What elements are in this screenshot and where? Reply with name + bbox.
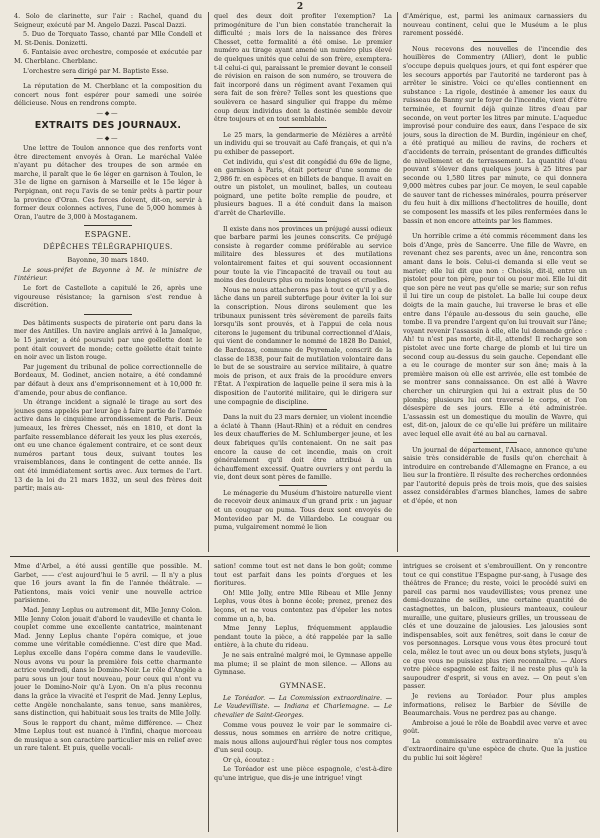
gymnase-programme: Le Toréador. — La Commission extraordinaire. — Le Vaudevilliste. — Indiana et Charlemagne. — Le chevalier de Saint-Georges. (214, 693, 392, 719)
column-rule-2 (397, 12, 398, 552)
article-individu: Cet individu, qui s'est dit congédié du 69e de ligne, en garnison à Paris, était porteur d'une somme de 2,986 fr. en espèces et en billets de banque. Il avait en outre un pistolet, un moulinet, balles, un couteau poignard, une petite boîte remplie de poudre, et plusieurs bagues. Il a été conduit dans la maison d'arrêt de Charleville. (214, 157, 392, 218)
article-incendie-thann: Dans la nuit du 23 mars dernier, un violent incendie a éclaté à Thann (Haut-Rhin) et a réduit en cendres les deux chaufferies de M. Schlumberger jeune, et les deux fabriques qu'ils contenaient. On ne sait pas encore la cause de cet incendie, mais on croit généralement qu'il doit être attribué à un échauffement excessif. Quatre ouvriers y ont perdu la vie, dont deux sont pères de famille. (214, 413, 392, 482)
divider (279, 409, 327, 410)
heading-gymnase: GYMNASE. (279, 680, 327, 690)
article-commentry: Nous recevons des nouvelles de l'incendie des houillères de Commentry (Allier), dont le public s'occupe depuis quelques jours, et qui font espérer que les secours apportés par l'autorité ne tarderont pas à arrêter le sinistre. Voici ce qu'elles contiennent en substance : La rigole, destinée à amener les eaux du ruisseau de Banny sur le foyer de l'incendie, vient d'être terminée, et fournit déjà quinze litres d'eau par seconde, on veut porter les litres par minute. L'aqueduc improvisé pour conduire des eaux, dans l'espace de six jours, sous la direction de M. Burdin, ingénieur en chef, a été pratiqué au milieu de ravins, de rochers et d'accidents de terrain, présentant de grandes difficultés de nivellement et de terrassement. La quantité d'eau pouvant s'élever dans quelques jours à 25 litres par seconde ou 1,580 litres par minute, ce qui donnera 9,000 mètres cubes par jour. Ce moyen, le seul capable de sauver tant de richesses minérales, pourra préserver du feu huit à dix millions d'hectolitres de houille, dont se composent les massifs et les piles renfermées dans le bassin et non encore atteints par les flammes. (403, 44, 587, 225)
divider (74, 78, 142, 79)
column-rule-4 (397, 560, 398, 832)
feuilleton-p10: Le Toréador est une pièce espagnole, c'est-à-dire qu'une intrigue, que dis-je une intrigue! vingt (214, 765, 392, 783)
heading-extraits: EXTRAITS DES JOURNAUX. (34, 119, 182, 131)
article-mezieres: Le 25 mars, la gendarmerie de Mézières a arrêté un individu qui se trouvait au Café français, et qui n'a pu exhiber de passeport. (214, 130, 392, 156)
article-menagerie: Le ménagerie du Muséum d'histoire naturelle vient de recevoir deux animaux d'un grand prix : un jaguar et un couguar ou puma. Tous deux sont envoyés de Montevideo par M. de Villardebo. Le couguar ou puma, vulgairement nommé le lion (214, 488, 392, 532)
article-toulon: Une lettre de Toulon annonce que des renforts vont être directement envoyés à Oran. Le maréchal Valée n'ayant pu détacher des troupes de son armée en marche, il paraît que le 6e léger en garnison à Toulon, le 31e de ligne en garnison à Marseille et le 15e léger à Perpignan, ont reçu l'avis de se tenir prêts à partir pour la province d'Oran. Ces forces doivent, dit-on, servir à former deux colonnes actives, l'une de 5,000 hommes à Oran, l'autre de 3,000 à Mostaganem. (14, 143, 202, 221)
article-antilles: Des bâtiments suspects de piraterie ont paru dans la mer des Antilles. Un navire anglais arrivé à la Jamaïque, le 15 janvier, a été poursuivi par une goëlette dont le pont était couvert de monde; cette goëlette était teinte en noir avec un liston rouge. (14, 318, 202, 362)
feuilleton-p12: Je reviens au Toréador. Pour plus amples informations, relisez le Barbier de Séville de Beaumarchais. Vous ne perdrez pas au change. (403, 691, 587, 718)
feuilleton-p3: Sous le rapport du chant, même différence. — Chez Mme Leplus tout est nuancé à l'infini, chaque morceau de musique a son caractère particulier mis en relief avec un rare talent. Et puis, quelle vocali- (14, 718, 202, 753)
column-right (403, 12, 587, 554)
article-castellote: Le fort de Castellote a capitulé le 26, après une vigoureuse résistance; la garnison s'est rendue à discrétion. (14, 284, 202, 310)
column-middle (214, 12, 392, 554)
column-left (14, 12, 202, 554)
section-divider (10, 556, 590, 557)
divider (84, 225, 132, 226)
column-rule-1 (208, 12, 209, 552)
article-jumeaux-cont: quel des deux doit profiter l'exemption? La primogéniture de l'un bien constatée trancherait la difficulté ; mais lors de la naissance des frères Chesset, cette formalité a été omise. Le premier numéro au tirage ayant amené un numéro plus élevé de quelques unités que celui de son frère, exemptera-t-il celui-ci qui, paraissant le premier devant le conseil de révision en raison de son numéro, se trouvera de fait incorporé dans un régiment avant l'examen qui sera fait de son frère? Telles sont les questions que soulèvera ce hasard singulier qui frappe du même coup deux individus dont la destinée semble devoir être toujours et en tout semblable. (214, 12, 392, 124)
divider (279, 485, 327, 486)
ornament-divider: ―◆― (96, 134, 120, 142)
concert-item-5: 5. Duo de Torquato Tasso, chanté par Mlle Condell et M. St-Denis. Donizetti. (14, 30, 202, 47)
concert-conductor: L'orchestre sera dirigé par M. Baptiste Esse. (23, 66, 169, 75)
feuilleton-p11: intrigues se croisent et s'embrouillent. On y rencontre tout ce qui constitue l'Espagne pur-sang, à l'usage des théâtres de France; du reste, voici le procédé suivi en pareil cas parmi nos vaudevillistes; vous prenez une demi-douzaine de seilles, une certaine quantité de castagnettes, un balcon, plusieurs manteaux, couleur muraille, une guitare, plusieurs grilles, un trousseau de clés et une douzaine de jalousies. Les jalousies sont indispensables, soit aux fenêtres, soit dans le cœur de vos personnages. Lorsque vous vous êtes procuré tout cela, mêlez le tout avec un ou deux bons stylets, jusqu'à ce que vous ne puissiez plus rien reconnaître. — Alors votre pièce espagnole est faite; il ne reste plus qu'à la saupoudrer d'esprit, si vous en avez. — On peut s'en passer. (403, 562, 587, 691)
page-number: 2 (296, 2, 304, 12)
feuilleton-p6: Mme Jenny Leplus, fréquemment applaudie pendant toute la pièce, a été rappelée par la salle entière, à la chute du rideau. (214, 624, 392, 650)
feuilleton-p8: Comme vous pouvez le voir par le sommaire ci-dessus, nous sommes en arrière de notre critique, mais nous allons aujourd'hui régler tous nos comptes d'un seul coup. (214, 720, 392, 755)
article-crime: Un horrible crime a été commis récemment dans les bois d'Ange, près de Sancerre. Une fille de Wavre, en revenant chez ses parents, avec un âne, rencontra son amant dans le bois. Celui-ci demanda si elle veut se marier; elle lui dit que non : Choisis, dit-il, entre un pistolet pour ton père, pour toi ou pour moi. Elle lui dit que son père ne veut pas qu'elle se marie; sur son refus il lui tire un coup de pistolet. La balle lui coupe deux doigts de la main gauche, lui traverse le bras et elle entre dans l'épaule au-dessous du sein gauche, elle tombe. Il va prendre l'argent qu'on lui trouvait sur l'âne; voyant revenir l'assassin à elle, elle lui demande grâce : Ah! tu n'est pas morte, dit-il, attends! Il recharge son pistolet avec une forte charge de plomb et lui tire un second coup au-dessus du sein gauche. Cependant elle a eu le courage de monter sur son âne; mais à la première maison où elle est arrivée, elle est tombée de se montrer sans connaissance. On est allé à Wavre chercher un chirurgien qui lui a extrait plus de 50 plombs; plusieurs lui ont traversé le corps, et l'on désespère de ses jours. Elle a été administrée. L'assassin est un domestique du moulin de Wavre, qui est, dit-on, jaloux de ce qu'elle lui préfère un militaire avec lequel elle avait été au bal au carnaval. (403, 232, 587, 438)
feuilleton-left (14, 562, 202, 834)
feuilleton-p4: sation! comme tout est net dans le bon goût; comme tout est parfait dans les points d'orgues et les fioritures. (214, 562, 392, 588)
divider (473, 442, 517, 443)
article-prejuge: Il existe dans nos provinces un préjugé aussi odieux que barbare parmi les jeunes conscrits. Ce préjugé consiste à regarder comme préférable au service militaire des blessures et des mutilations volontairement faites et qui souvent occasionnent pour toute la vie l'incapacité de travail ou tout au moins des douleurs plus ou moins longues et cruelles. (214, 224, 392, 285)
feuilleton-p7: Je ne sais entraîné malgré moi, le Gymnase appelle ma plume; il se plaint de mon silence. — Allons au Gymnase. (214, 650, 392, 677)
article-jumeaux: Un étrange incident a signalé le tirage au sort des jeunes gens appelés par leur âge à faire partie de l'armée active dans le cinquième arrondissement de Paris. Deux jumeaux, les frères Chesset, nés en 1810, et dont la parfaite ressemblance déferait les yeux les plus exercés, ont eu une chance également contraire, et ce sont deux numéros partant tous deux, suivant toutes les vraisemblances, dans le contingent de cette année. Ils ont été immédiatement sortis avec. Aux termes de l'art. 13 de la loi du 21 mars 1832, un seul des frères doit partir; mais au- (14, 398, 202, 493)
article-saisie: Un journal de département, l'Alsace, annonce qu'une saisie très considérable de fusils qu'on cherchait à introduire en contrebande d'Allemagne en France, a eu lieu sur la frontière. Il résulte des recherches ordonnées par l'autorité depuis près de trois mois, que des saisies assez considérables d'armes blanches, lames de sabre et d'épée, et non (403, 445, 587, 506)
article-mutilation: Nous ne nous attacherons pas à tout ce qu'il y a de lâche dans un pareil subterfuge pour éviter la loi sur la conscription. Nous dirons seulement que les tribunaux punissent très sévèrement de pareils faits lorsqu'ils sont prouvés, et à l'appui de cela nous citerons le jugement du tribunal correctionnel d'Alais, qui vient de condamner le nommé de 1828 Bo Daniel, de Bardozas, commune de Peyremale, conscrit de la classe de 1838, pour fait de mutilation volontaire dans le but de se soustraire au service militaire, à quatre mois de prison, et aux frais de la procédure envers l'État. A l'expiration de laquelle peine il sera mis à la disposition de l'autorité militaire, qui le dirigera sur une compagnie de discipline. (214, 285, 392, 406)
heading-espagne: ESPAGNE. (84, 230, 132, 240)
concert-item-6: 6. Fantaisie avec orchestre, composée et exécutée par M. Cherblanc. Cherblanc. (14, 48, 202, 65)
feuilleton-p13: Ambroise a joué le rôle de Boabdil avec verve et avec goût. (403, 718, 587, 736)
feuilleton-right (403, 562, 587, 834)
divider (473, 228, 517, 229)
feuilleton-p9: Or çà, écoutez : (223, 755, 275, 764)
article-bordeaux: Par jugement du tribunal de police correctionnelle de Bordeaux, M. Godinet, ancien notaire, a été condamné par défaut à deux ans d'emprisonnement et à 10,000 fr. d'amende, pour abus de confiance. (14, 362, 202, 397)
concert-item-4: 4. Solo de clarinette, sur l'air : Rachel, quand du Seigneur, exécuté par M. Angelo Dazzi. Pascal Dazzi. (14, 12, 202, 29)
divider (279, 221, 327, 222)
concert-note: La réputation de M. Cherblanc et la composition du concert nous font espérer pour samedi une soirée délicieuse. Nous en rendrons compte. (14, 82, 202, 108)
dateline: Bayonne, 30 mars 1840. (67, 256, 149, 265)
column-rule-3 (208, 560, 209, 832)
feuilleton-p1: Mme d'Arbel, a été aussi gentille que possible. M. Garbet, —— c'est aujourd'hui le 5 avril. — Il n'y a plus que 16 jours avant la fin de l'année théâtrale. — Patientons, mais voici venir une nouvelle actrice parisienne. (14, 562, 202, 605)
divider (473, 41, 517, 42)
feuilleton-middle (214, 562, 392, 834)
ornament-divider: ―◆― (96, 109, 120, 117)
feuilleton-p2: Mad. Jenny Leplus ou autrement dit, Mlle Jenny Colon. Mlle Jenny Colon jouait d'abord le vaudeville et chanta le couplet comme une excellente cantatrice, maintenant Mad. Jenny Leplus chante l'opéra comique, et joue comme une véritable comédienne. C'est dire que Mad. Leplus excelle dans l'opéra comme dans le vaudeville. Nous avons vu pour la première fois cette charmante actrice vendredi, dans le Domino-Noir. Le rôle d'Angèle a paru sous un jour tout nouveau, pour ceux qui n'ont vu jouer le Domino-Noir qu'à Lyon. On n'a plus reconnu dans la grâce la vivacité et l'esprit de Mad. Jenny Leplus, cette Angèle nonchalante, sans tenue, sans manières, sans distinction, qui habituait sous les traits de Mlle Jolly. (14, 605, 202, 718)
salutation: Le sous-préfet de Bayonne à M. le ministre de l'intérieur. (14, 265, 202, 283)
divider (279, 127, 327, 128)
divider (89, 253, 127, 254)
subheading-depeches: DÉPÊCHES TÉLÉGRAPHIQUES. (43, 242, 173, 252)
feuilleton-p5: Oh! Mlle Jolly, entre Mlle Ribeau et Mlle Jenny Leplus, vous êtes à bonne école; prenez, prenez des leçons, et ne vous contentez pas d'épeler les notes comme un a, b, ba. (214, 588, 392, 623)
feuilleton-p14: La commissaire extraordinaire n'a eu d'extraordinaire qu'une espèce de chute. Que la justice du public lui soit légère! (403, 736, 587, 763)
divider (84, 314, 132, 315)
article-menagerie-cont: d'Amérique, est, parmi les animaux carnassiers du nouveau continent, celui que le Muséum a le plus rarement possédé. (403, 12, 587, 38)
